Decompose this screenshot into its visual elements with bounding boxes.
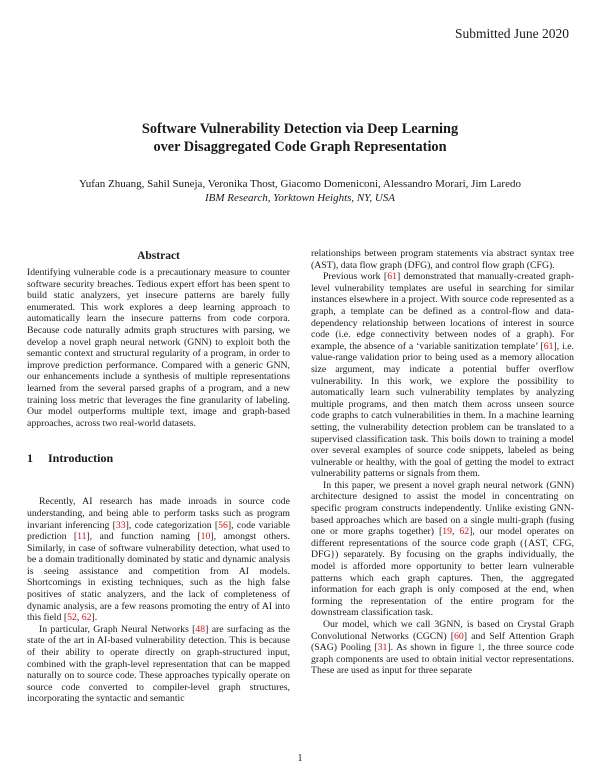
paragraph xyxy=(311,619,574,677)
text-run: ] and Self Attention Graph (SAG) Pooling [ xyxy=(311,630,575,654)
text-run: Recently, AI research has made inroads in source code understanding, and being able to perform tasks such as program invariant inferencing [ xyxy=(27,496,290,531)
citation-link[interactable]: 61 xyxy=(387,271,397,283)
paragraph xyxy=(311,271,574,480)
right-column xyxy=(311,248,574,677)
paragraph xyxy=(27,624,290,705)
citation-link[interactable]: 60 xyxy=(453,630,464,642)
figure-reference-link[interactable]: 1 xyxy=(477,642,483,654)
abstract-heading: Abstract xyxy=(137,250,180,262)
text-run: ] demonstrated that manually-created graph-level vulnerability templates are useful in searching for similar instances elsewhere in a project. With source code represented as a graph, a template can be defined as a control-flow and data-dependency relationship between locations of interest in source code (i.e. edge connectivity between nodes of a graph). For example, the absence of a ‘variable sanitization template’ [ xyxy=(311,271,574,352)
citation-link[interactable]: 62 xyxy=(81,612,92,624)
text-run: ]. As shown in figure xyxy=(387,642,478,654)
intro-left-paragraphs xyxy=(27,496,290,705)
text-run: , xyxy=(76,612,82,624)
citation-link[interactable]: 10 xyxy=(200,531,211,543)
text-run: ], and function naming [ xyxy=(86,531,201,543)
left-column xyxy=(27,249,290,705)
paragraph xyxy=(311,248,574,271)
submission-note: Submitted June 2020 xyxy=(455,26,569,41)
authors: Yufan Zhuang, Sahil Suneja, Veronika Thost, Giacomo Domeniconi, Alessandro Morari, Jim Laredo xyxy=(79,178,521,190)
citation-link[interactable]: 62 xyxy=(459,526,470,538)
citation-link[interactable]: 56 xyxy=(218,519,228,531)
abstract-text: Identifying vulnerable code is a precautionary measure to counter software security breaches. Tedious expert effort has been spent to build static analyzers, yet insecure patterns are barely fully enumerated. This work explores a deep learning approach to automatically learn the insecure patterns from code corpora. Because code naturally admits graph structures with parsing, we develop a novel graph neural network (GNN) to exploit both the semantic context and structural regularity of a program, in order to improve prediction performance. Compared with a generic GNN, our enhancements include a synthesis of multiple representations learned from the several parsed graphs of a program, and a new training loss metric that leverages the fine granularity of labeling. Our model outperforms multiple text, image and graph-based approaches, across two real-world datasets. xyxy=(27,267,290,429)
text-run: Previous work [ xyxy=(323,271,388,283)
citation-link[interactable]: 48 xyxy=(195,623,206,635)
paper-title xyxy=(0,120,600,156)
text-run: In this paper, we present a novel graph neural network (GNN) architecture designed to assist the model in concentrating on specific program constructs independently. Unlike existing GNN-based approaches which are based on a single multi-graph (fusing one or more graphs together) [ xyxy=(311,479,574,538)
citation-link[interactable]: 33 xyxy=(115,519,126,531)
section-number: 1 xyxy=(27,451,33,466)
citation-link[interactable]: 52 xyxy=(67,612,77,624)
text-run: ], code variable prediction [ xyxy=(27,519,290,543)
text-run: ], our model operates on different representations of the source code graph ({AST, CFG, DFG}) separately. By focusing on the graphs individually, the model is afforded more opportunity to better learn vulnerable patterns which each graph captures. Then, the aggregated information for each graph is only composed at the end, when forming the representation of the entire program for the downstream classification task. xyxy=(311,526,574,619)
title-line: Software Vulnerability Detection via Deep Learning xyxy=(141,121,459,137)
citation-link[interactable]: 19 xyxy=(442,526,452,538)
paragraph xyxy=(311,480,574,619)
text-run: In particular, Graph Neural Networks [ xyxy=(39,623,196,635)
text-run: ], code categorization [ xyxy=(125,519,219,531)
text-run: ]. xyxy=(91,612,98,624)
section-title: Introduction xyxy=(48,451,114,466)
title-line: over Disaggregated Code Graph Representation xyxy=(153,139,447,155)
text-run: ], amongst others. Similarly, in case of software vulnerability detection, what used to be a domain traditionally dominated by static and dynamic analysis is seeing assistance and competition from AI models. Shortcomings in existing techniques, such as the high false positives of static analyzers, and the lack of completeness of dynamic analysis, are a few reasons promoting the entry of AI into this field [ xyxy=(27,531,290,624)
paragraph xyxy=(27,496,290,624)
text-run: relationships between program statements via abstract syntax tree (AST), data flow graph (DFG), and control flow graph (CFG). xyxy=(311,248,574,271)
text-run: , the three source code graph components are used to obtain initial vector representations. These are used as input for three separate xyxy=(311,642,574,677)
text-run: Our model, which we call 3GNN, is based on Crystal Graph Convolutional Networks (CGCN) [ xyxy=(311,619,574,642)
text-run: ] are surfacing as the state of the art in AI-based vulnerability detection. This is because of their ability to operate directly on graph-structured input, combined with the graph-level representation that can be mapped naturally on to source code. These approaches typically operate on source code converted to compiler-level graph structures, incorporating the syntactic and semantic xyxy=(27,623,290,705)
intro-right-paragraphs xyxy=(311,248,574,677)
text-run: ], i.e. value-range validation prior to being used as a memory allocation size argument, may indicate a potential buffer overflow vulnerability. In this work, we explore the possibility to automatically learn such vulnerability templates by analyzing multiple programs, and then match them across unseen source code graphs to catch vulnerabilities in them. In a machine learning setting, the vulnerability detection problem can be translated to a supervised classification task. This boils down to training a model over several examples of source code snippets, labeled as being vulnerable or healthy, with the goal of getting the model to extract vulnerability patterns or signals from them. xyxy=(311,340,574,480)
citation-link[interactable]: 11 xyxy=(77,531,87,543)
citation-link[interactable]: 61 xyxy=(543,340,554,352)
affiliation: IBM Research, Yorktown Heights, NY, USA xyxy=(204,192,396,204)
text-run: , xyxy=(451,526,460,538)
citation-link[interactable]: 31 xyxy=(377,642,388,654)
section-heading-introduction xyxy=(27,451,290,465)
page-number: 1 xyxy=(297,753,303,764)
